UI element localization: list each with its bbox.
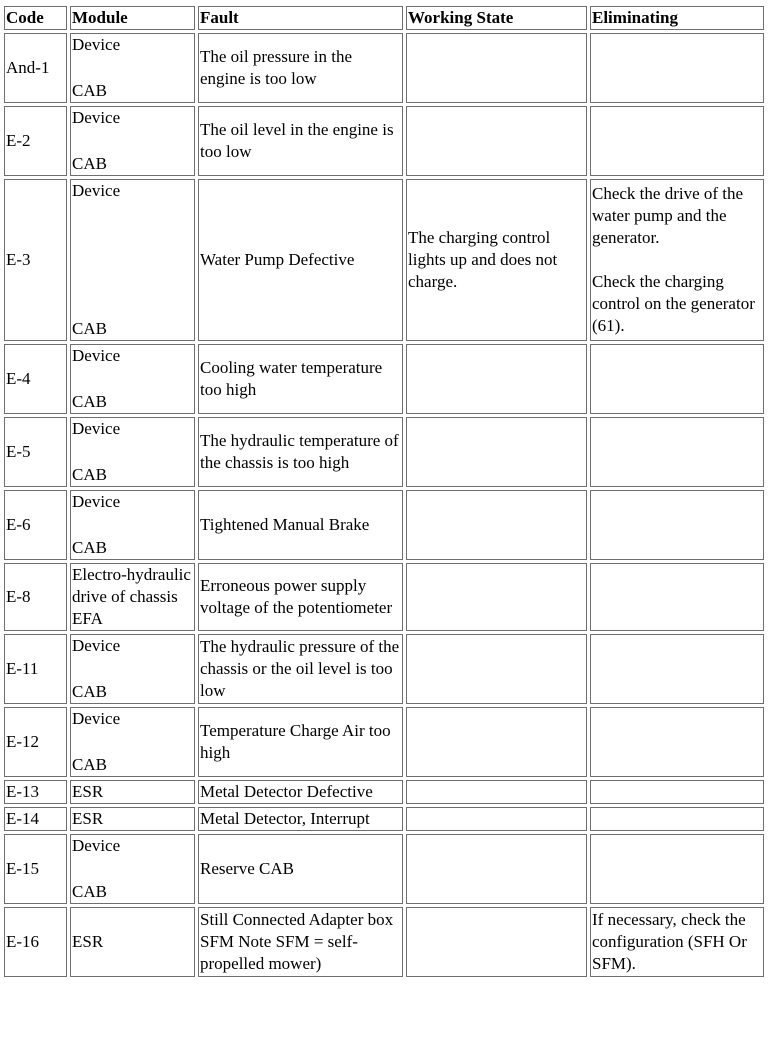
table-row — [4, 707, 764, 777]
fault-cell: Reserve CAB — [198, 834, 403, 904]
eliminating-cell — [590, 807, 764, 831]
table-row — [4, 33, 764, 103]
eliminating-cell — [590, 634, 764, 704]
module-cell — [70, 33, 195, 103]
module-line: CAB — [72, 465, 107, 484]
working-state-cell — [406, 490, 587, 560]
module-line: CAB — [72, 154, 107, 173]
code-cell: E-14 — [4, 807, 67, 831]
module-line: CAB — [72, 882, 107, 901]
module-cell — [70, 344, 195, 414]
eliminating-cell — [590, 780, 764, 804]
module-line: ESR — [72, 932, 104, 951]
module-line: Device — [72, 346, 121, 365]
module-line: ESR — [72, 809, 104, 828]
fault-cell: Metal Detector, Interrupt — [198, 807, 403, 831]
module-line: Device — [72, 419, 121, 438]
table-row — [4, 834, 764, 904]
working-state-cell — [406, 106, 587, 176]
working-state-cell — [406, 563, 587, 631]
module-cell — [70, 563, 195, 631]
code-cell: E-11 — [4, 634, 67, 704]
code-cell: And-1 — [4, 33, 67, 103]
module-cell — [70, 907, 195, 977]
fault-cell: Still Connected Adapter box SFM Note SFM = self-propelled mower) — [198, 907, 403, 977]
header-working-state: Working State — [406, 6, 587, 30]
module-cell — [70, 490, 195, 560]
working-state-cell — [406, 780, 587, 804]
fault-code-table — [1, 3, 767, 980]
code-cell: E-3 — [4, 179, 67, 341]
module-line: ESR — [72, 782, 104, 801]
module-line: Device — [72, 709, 121, 728]
working-state-cell: The charging control lights up and does not charge. — [406, 179, 587, 341]
working-state-cell — [406, 707, 587, 777]
code-cell: E-13 — [4, 780, 67, 804]
module-line: Device — [72, 836, 121, 855]
module-cell — [70, 780, 195, 804]
code-cell: E-4 — [4, 344, 67, 414]
module-cell — [70, 106, 195, 176]
eliminating-cell — [590, 33, 764, 103]
code-cell: E-6 — [4, 490, 67, 560]
fault-cell: Erroneous power supply voltage of the potentiometer — [198, 563, 403, 631]
eliminating-paragraph: Check the drive of the water pump and the generator. — [592, 184, 744, 247]
eliminating-paragraph: Check the charging control on the generator (61). — [592, 272, 755, 335]
module-cell — [70, 834, 195, 904]
table-row — [4, 907, 764, 977]
module-line: CAB — [72, 81, 107, 100]
eliminating-cell — [590, 106, 764, 176]
module-line: Device — [72, 35, 121, 54]
fault-cell: The hydraulic temperature of the chassis is too high — [198, 417, 403, 487]
module-line: Device — [72, 636, 121, 655]
fault-cell: Tightened Manual Brake — [198, 490, 403, 560]
working-state-cell — [406, 907, 587, 977]
module-line: Device — [72, 181, 121, 200]
table-row — [4, 634, 764, 704]
fault-cell: Temperature Charge Air too high — [198, 707, 403, 777]
module-line: Device — [72, 492, 121, 511]
module-line: CAB — [72, 538, 107, 557]
eliminating-cell — [590, 907, 764, 977]
module-cell — [70, 417, 195, 487]
fault-cell: The oil pressure in the engine is too low — [198, 33, 403, 103]
header-module: Module — [70, 6, 195, 30]
code-cell: E-12 — [4, 707, 67, 777]
module-cell — [70, 707, 195, 777]
code-cell: E-2 — [4, 106, 67, 176]
module-line: Electro-hydraulic drive of chassis EFA — [72, 565, 191, 628]
working-state-cell — [406, 807, 587, 831]
eliminating-cell — [590, 563, 764, 631]
eliminating-paragraph: If necessary, check the configuration (SFH Or SFM). — [592, 910, 747, 973]
module-line: CAB — [72, 392, 107, 411]
working-state-cell — [406, 834, 587, 904]
eliminating-cell — [590, 490, 764, 560]
working-state-cell — [406, 344, 587, 414]
code-cell: E-16 — [4, 907, 67, 977]
working-state-cell — [406, 634, 587, 704]
table-row — [4, 780, 764, 804]
table-row — [4, 344, 764, 414]
module-line: CAB — [72, 755, 107, 774]
table-row — [4, 807, 764, 831]
fault-cell: The hydraulic pressure of the chassis or the oil level is too low — [198, 634, 403, 704]
fault-cell: Metal Detector Defective — [198, 780, 403, 804]
eliminating-cell — [590, 834, 764, 904]
eliminating-cell — [590, 179, 764, 341]
fault-cell: The oil level in the engine is too low — [198, 106, 403, 176]
module-line: CAB — [72, 682, 107, 701]
header-fault: Fault — [198, 6, 403, 30]
working-state-cell — [406, 33, 587, 103]
module-cell — [70, 807, 195, 831]
module-line: Device — [72, 108, 121, 127]
eliminating-cell — [590, 344, 764, 414]
module-line: CAB — [72, 319, 107, 338]
code-cell: E-8 — [4, 563, 67, 631]
header-eliminating: Eliminating — [590, 6, 764, 30]
eliminating-cell — [590, 707, 764, 777]
table-row — [4, 179, 764, 341]
fault-cell: Cooling water temperature too high — [198, 344, 403, 414]
table-row — [4, 490, 764, 560]
module-cell — [70, 634, 195, 704]
eliminating-cell — [590, 417, 764, 487]
code-cell: E-5 — [4, 417, 67, 487]
module-cell — [70, 179, 195, 341]
table-row — [4, 563, 764, 631]
working-state-cell — [406, 417, 587, 487]
header-row — [4, 6, 764, 30]
header-code: Code — [4, 6, 67, 30]
fault-cell: Water Pump Defective — [198, 179, 403, 341]
table-row — [4, 106, 764, 176]
table-row — [4, 417, 764, 487]
code-cell: E-15 — [4, 834, 67, 904]
